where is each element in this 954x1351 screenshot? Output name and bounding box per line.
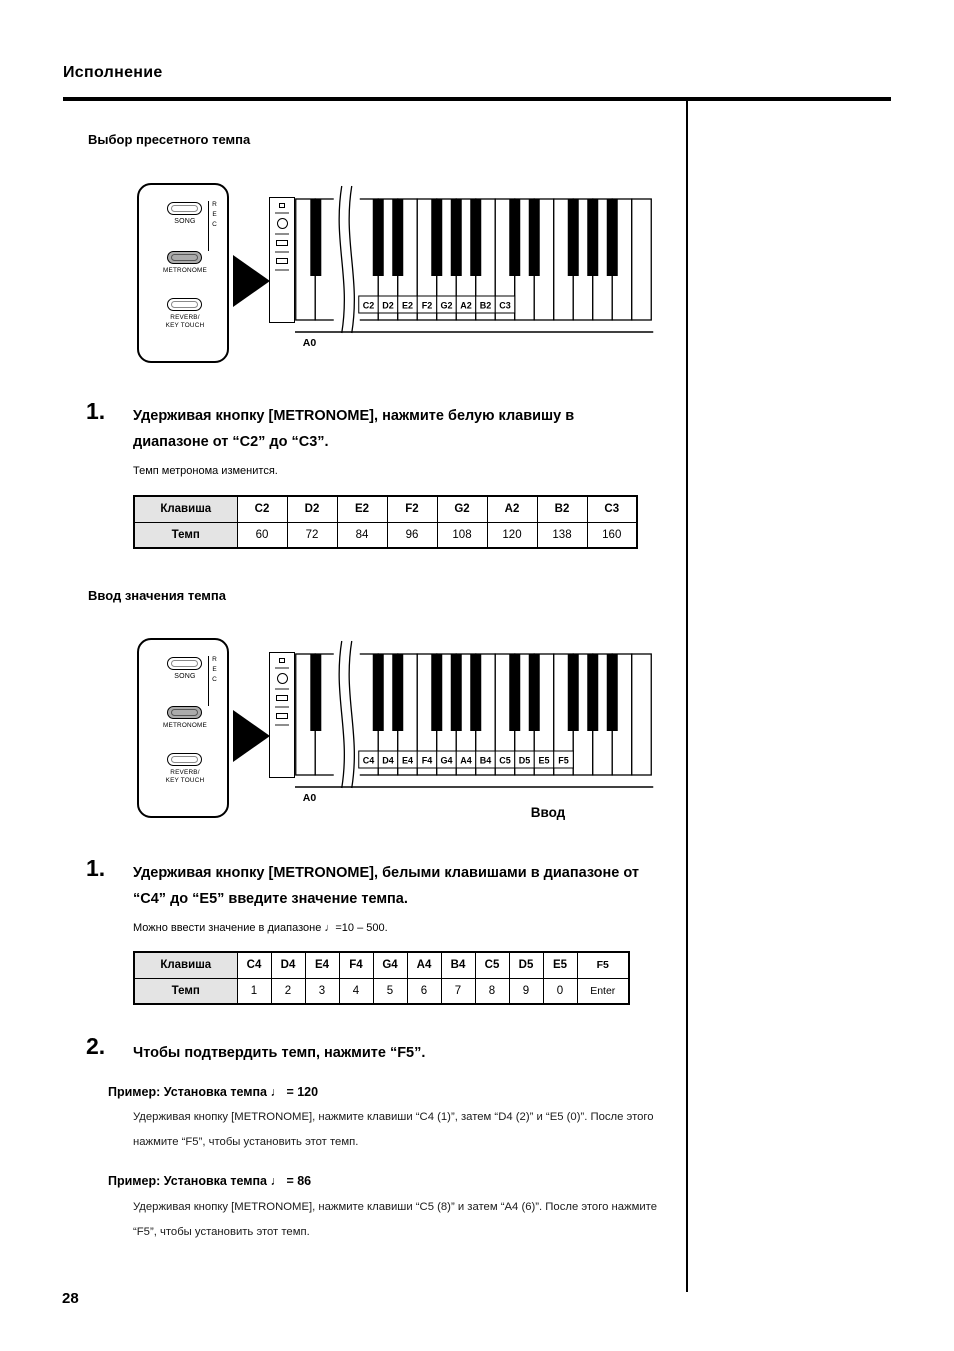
- key-label: E2: [401, 300, 414, 311]
- white-key: [632, 199, 652, 320]
- tempo-value-cell: 3: [305, 978, 339, 1004]
- piano-keys: [295, 183, 655, 353]
- key-name-cell: E4: [305, 952, 339, 978]
- step-instruction: Удерживая кнопку [METRONOME], нажмите белую клавишу в диапазоне от “C2” до “C3”.: [133, 408, 575, 451]
- tempo-value-cell: 84: [337, 522, 387, 548]
- metronome-label: METRONOME: [162, 267, 208, 274]
- a0-label: A0: [302, 792, 317, 804]
- row-header-cell: Клавиша: [134, 496, 237, 522]
- enter-label: Ввод: [530, 805, 566, 820]
- key-label: C5: [499, 755, 511, 766]
- black-key: [529, 654, 540, 731]
- keyboard-diagram-entry: [137, 638, 657, 826]
- black-key: [451, 199, 462, 276]
- tempo-value-cell: 160: [587, 522, 637, 548]
- front-panel: [137, 183, 229, 363]
- black-key: [431, 654, 442, 731]
- metronome-button: [167, 706, 202, 719]
- tempo-value-cell: 108: [437, 522, 487, 548]
- key-label: C3: [499, 300, 511, 311]
- key-name-cell: E5: [543, 952, 577, 978]
- key-label: D5: [518, 755, 531, 766]
- tempo-entry-table: [133, 951, 630, 1005]
- strip-text-mark: [275, 233, 289, 235]
- black-key: [587, 199, 598, 276]
- metronome-label: METRONOME: [162, 722, 208, 729]
- strip-text-mark: [275, 706, 289, 708]
- step-number: 1.: [86, 855, 106, 881]
- strip-text-mark: [275, 251, 289, 253]
- black-key: [392, 654, 403, 731]
- key-name-cell: C4: [237, 952, 271, 978]
- black-key: [607, 654, 618, 731]
- black-key: [568, 199, 579, 276]
- tempo-value-cell: Enter: [577, 978, 629, 1004]
- key-name-cell: B4: [441, 952, 475, 978]
- reverb-key-touch-label: REVERB/ KEY TOUCH: [165, 314, 205, 330]
- key-label: A4: [460, 755, 472, 766]
- pointer-arrow-icon: [233, 255, 270, 307]
- tempo-value-cell: 72: [287, 522, 337, 548]
- header-rule: [63, 97, 891, 101]
- key-label: E4: [401, 755, 414, 766]
- key-name-cell: D5: [509, 952, 543, 978]
- strip-text-mark: [275, 688, 289, 690]
- slider-icon: [276, 258, 288, 264]
- control-strip: [269, 197, 295, 323]
- page-title: Исполнение: [63, 64, 163, 81]
- tempo-value-cell: 6: [407, 978, 441, 1004]
- key-name-cell: F2: [387, 496, 437, 522]
- key-label: G4: [440, 755, 453, 766]
- front-panel: [137, 638, 229, 818]
- key-name-cell: D4: [271, 952, 305, 978]
- black-key: [587, 654, 598, 731]
- strip-text-mark: [275, 269, 289, 271]
- tempo-value-cell: 8: [475, 978, 509, 1004]
- strip-text-mark: [275, 212, 289, 214]
- keyboard-diagram-preset: [137, 183, 657, 371]
- row-header-cell: Клавиша: [134, 952, 237, 978]
- control-strip: [269, 652, 295, 778]
- black-key: [607, 199, 618, 276]
- tempo-value-cell: 0: [543, 978, 577, 1004]
- example-body: Удерживая кнопку [METRONOME], нажмите клавиши “C5 (8)” и затем “A4 (6)”. После этого нажмите “F5”, чтобы установить этот темп.: [133, 1201, 657, 1239]
- key-name-cell: G2: [437, 496, 487, 522]
- tempo-value-cell: 60: [237, 522, 287, 548]
- key-name-cell: A2: [487, 496, 537, 522]
- key-label: D4: [382, 755, 394, 766]
- metronome-button: [167, 251, 202, 264]
- tempo-value-cell: 4: [339, 978, 373, 1004]
- key-name-cell: C3: [587, 496, 637, 522]
- demo-button-icon: [279, 203, 285, 208]
- white-key: [632, 654, 652, 775]
- key-label: F4: [421, 755, 433, 766]
- black-key: [373, 199, 384, 276]
- black-key: [373, 654, 384, 731]
- example-body: Удерживая кнопку [METRONOME], нажмите клавиши “C4 (1)”, затем “D4 (2)” и “E5 (0)”. После этого нажмите “F5”, чтобы установить этот темп.: [133, 1111, 654, 1149]
- black-key: [529, 199, 540, 276]
- key-label: B2: [479, 300, 492, 311]
- key-label: B4: [479, 755, 492, 766]
- song-label: SONG: [174, 218, 196, 225]
- reverb-key-touch-label: REVERB/ KEY TOUCH: [165, 769, 205, 785]
- row-header-cell: Темп: [134, 978, 237, 1004]
- section-heading-preset-tempo: Выбор пресетного темпа: [88, 132, 251, 147]
- key-name-cell: A4: [407, 952, 441, 978]
- step-instruction: Удерживая кнопку [METRONOME], белыми клавишами в диапазоне от “C4” до “E5” введите значение темпа.: [133, 865, 639, 908]
- black-key: [310, 199, 321, 276]
- rec-bracket-line: [208, 201, 209, 251]
- slider-icon: [276, 713, 288, 719]
- key-label: E5: [538, 755, 550, 766]
- rec-bracket-line: [208, 656, 209, 706]
- tempo-value-cell: 7: [441, 978, 475, 1004]
- demo-button-icon: [279, 658, 285, 663]
- row-header-cell: Темп: [134, 522, 237, 548]
- key-label: A2: [460, 300, 472, 311]
- key-name-cell: F5: [577, 952, 629, 978]
- volume-knob-icon: [277, 218, 288, 229]
- pointer-arrow-icon: [233, 710, 270, 762]
- step-instruction: Чтобы подтвердить темп, нажмите “F5”.: [133, 1045, 426, 1061]
- slider-icon: [276, 240, 288, 246]
- key-name-cell: F4: [339, 952, 373, 978]
- preset-tempo-table: [133, 495, 638, 549]
- keyboard-break: [334, 640, 360, 789]
- step-number: 2.: [86, 1033, 106, 1059]
- volume-knob-icon: [277, 673, 288, 684]
- rec-label: REC: [208, 201, 218, 251]
- tempo-value-cell: 1: [237, 978, 271, 1004]
- step-note: Можно ввести значение в диапазоне ♩=10 – 500.: [133, 922, 388, 934]
- black-key: [509, 199, 520, 276]
- black-key: [509, 654, 520, 731]
- song-button: [167, 202, 202, 215]
- key-name-cell: C2: [237, 496, 287, 522]
- black-key: [392, 199, 403, 276]
- black-key: [431, 199, 442, 276]
- song-label: SONG: [174, 673, 196, 680]
- page-number: 28: [62, 1290, 79, 1307]
- key-label: C4: [362, 755, 375, 766]
- key-label: G2: [440, 300, 453, 311]
- tempo-value-cell: 9: [509, 978, 543, 1004]
- step-note: Темп метронома изменится.: [133, 465, 278, 477]
- example-heading: Пример: Установка темпа ♩ = 86: [108, 1174, 312, 1188]
- slider-icon: [276, 695, 288, 701]
- step-number: 1.: [86, 398, 106, 424]
- key-name-cell: D2: [287, 496, 337, 522]
- key-name-cell: G4: [373, 952, 407, 978]
- black-key: [310, 654, 321, 731]
- key-label: F2: [421, 300, 433, 311]
- reverb-button: [167, 753, 202, 766]
- black-key: [451, 654, 462, 731]
- strip-text-mark: [275, 724, 289, 726]
- rec-label: REC: [208, 656, 218, 706]
- key-label: C2: [362, 300, 375, 311]
- tempo-value-cell: 120: [487, 522, 537, 548]
- key-label: D2: [382, 300, 394, 311]
- key-name-cell: B2: [537, 496, 587, 522]
- tempo-value-cell: 5: [373, 978, 407, 1004]
- black-key: [470, 654, 481, 731]
- key-name-cell: E2: [337, 496, 387, 522]
- column-divider: [686, 101, 688, 1292]
- black-key: [470, 199, 481, 276]
- tempo-value-cell: 138: [537, 522, 587, 548]
- strip-text-mark: [275, 667, 289, 669]
- tempo-value-cell: 96: [387, 522, 437, 548]
- key-label: F5: [558, 755, 569, 766]
- example-heading: Пример: Установка темпа ♩ = 120: [108, 1085, 319, 1099]
- reverb-button: [167, 298, 202, 311]
- keyboard-break: [334, 185, 360, 334]
- tempo-value-cell: 2: [271, 978, 305, 1004]
- piano-keys: [295, 638, 655, 808]
- black-key: [568, 654, 579, 731]
- song-button: [167, 657, 202, 670]
- section-heading-tempo-entry: Ввод значения темпа: [88, 588, 227, 603]
- key-name-cell: C5: [475, 952, 509, 978]
- a0-label: A0: [302, 337, 317, 349]
